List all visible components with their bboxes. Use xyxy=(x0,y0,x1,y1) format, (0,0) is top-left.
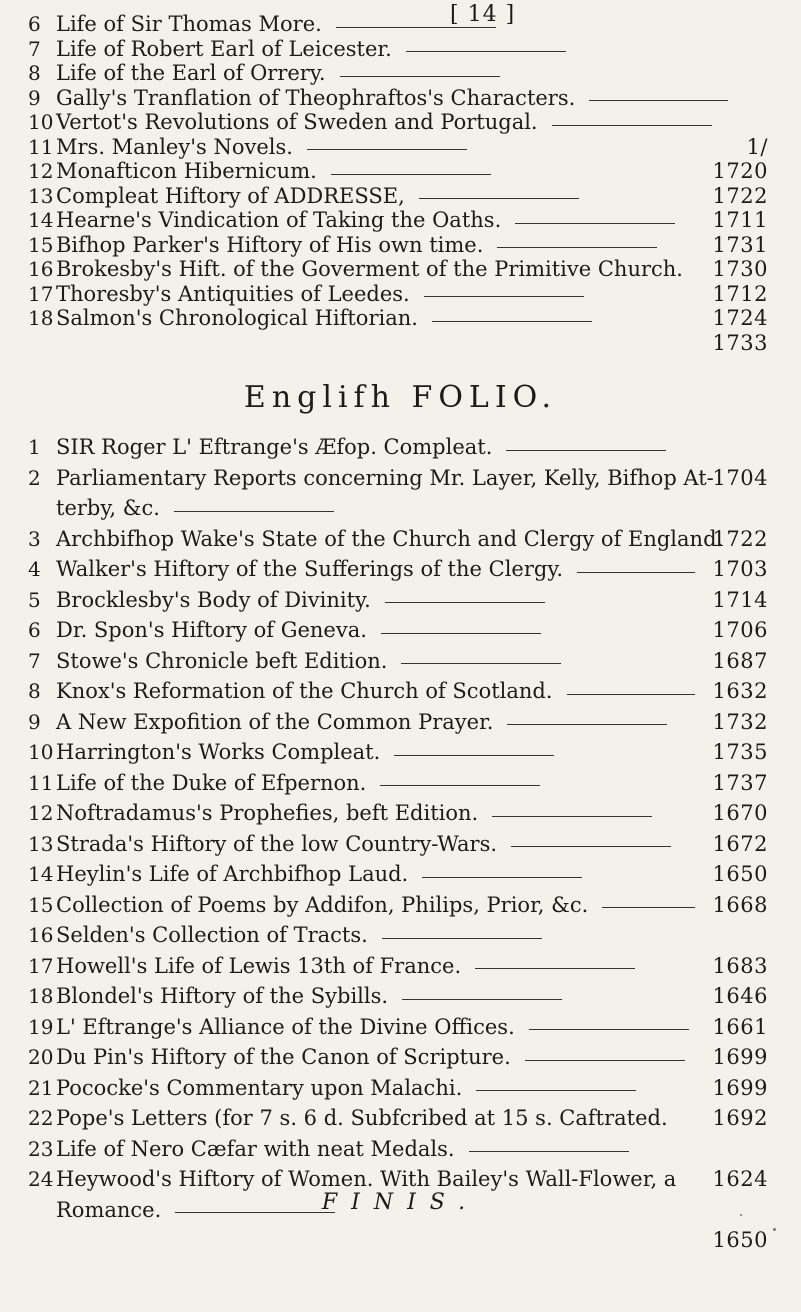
catalogue-entry xyxy=(28,890,768,921)
catalogue-entry xyxy=(28,951,768,982)
leader-rule xyxy=(394,755,554,756)
leader-rule xyxy=(515,223,675,224)
catalogue-entry xyxy=(28,306,768,331)
entry-year: 1672 xyxy=(712,831,768,856)
ink-speck xyxy=(773,1228,776,1231)
entry-title: Heylin's Life of Archbifhop Laud. xyxy=(56,862,409,886)
entry-year: 1732 xyxy=(712,709,768,734)
entry-number: 12 xyxy=(28,159,54,183)
folio-list xyxy=(28,432,768,1256)
entry-number: 12 xyxy=(28,801,54,825)
entry-number: 10 xyxy=(28,110,54,134)
entry-year: 1730 xyxy=(712,257,768,281)
entry-number: 7 xyxy=(28,648,41,673)
entry-title: Romance. xyxy=(56,1197,162,1222)
catalogue-entry xyxy=(28,110,768,135)
entry-number: 23 xyxy=(28,1136,54,1161)
catalogue-entry xyxy=(28,135,768,160)
entry-year: 1733 xyxy=(712,330,768,355)
entry-title: Strada's Hiftory of the low Country-Wars. xyxy=(56,831,498,856)
leader-rule xyxy=(525,1060,685,1061)
catalogue-entry xyxy=(28,1103,768,1134)
leader-rule xyxy=(424,296,584,297)
entry-title: Salmon's Chronological Hiftorian. xyxy=(56,306,418,330)
entry-title: L' Eftrange's Alliance of the Divine Offices. xyxy=(56,1014,515,1039)
leader-rule xyxy=(492,816,652,817)
entry-title: Thoresby's Antiquities of Leedes. xyxy=(56,281,410,306)
entry-title: Parliamentary Reports concerning Mr. Layer, Kelly, Bifhop At- xyxy=(56,465,714,490)
entry-number: 5 xyxy=(28,587,41,612)
leader-rule xyxy=(331,174,491,175)
entry-number: 3 xyxy=(28,526,41,551)
leader-rule xyxy=(307,149,467,150)
entry-title: Collection of Poems by Addifon, Philips, Prior, &c. xyxy=(56,892,589,917)
entry-number: 16 xyxy=(28,257,54,281)
entry-year: 1683 xyxy=(712,953,768,978)
entry-number: 14 xyxy=(28,208,54,232)
entry-year: 1670 xyxy=(712,801,768,825)
leader-rule xyxy=(382,938,542,939)
ink-speck xyxy=(740,1214,742,1216)
entry-title: terby, &c. xyxy=(56,496,160,520)
entry-title: Gally's Tranflation of Theophraftos's Characters. xyxy=(56,85,576,110)
entry-year: 1632 xyxy=(712,679,768,703)
catalogue-entry xyxy=(28,1012,768,1043)
catalogue-entry xyxy=(28,859,768,890)
entry-title: Noftradamus's Prophefies, beft Edition. xyxy=(56,801,479,825)
entry-year: 1703 xyxy=(712,557,768,581)
leader-rule xyxy=(469,1151,629,1152)
entry-title: Life of Sir Thomas More. xyxy=(56,12,322,36)
catalogue-entry xyxy=(28,37,768,62)
octavo-list xyxy=(28,12,768,355)
entry-number: 13 xyxy=(28,183,54,208)
entry-title: Walker's Hiftory of the Sufferings of the Clergy. xyxy=(56,557,564,581)
leader-rule xyxy=(507,724,667,725)
catalogue-entry xyxy=(28,737,768,768)
finis-footer: FINIS. xyxy=(321,1190,480,1215)
entry-number: 20 xyxy=(28,1045,54,1069)
entry-title: Knox's Reformation of the Church of Scotland. xyxy=(56,679,553,703)
entry-year: 1692 xyxy=(712,1106,768,1130)
catalogue-entry xyxy=(28,493,768,524)
catalogue-entry xyxy=(28,585,768,616)
leader-rule xyxy=(529,1029,689,1030)
catalogue-entry xyxy=(28,1042,768,1073)
entry-year: 1711 xyxy=(712,208,768,232)
catalogue-entry xyxy=(28,257,768,282)
entry-title: Howell's Life of Lewis 13th of France. xyxy=(56,953,462,978)
leader-rule xyxy=(506,450,666,451)
entry-title: Life of Nero Cæfar with neat Medals. xyxy=(56,1136,455,1161)
leader-rule xyxy=(476,1090,636,1091)
entry-number: 6 xyxy=(28,618,41,642)
entry-number: 17 xyxy=(28,281,54,306)
entry-year: 1699 xyxy=(712,1045,768,1069)
entry-title: Blondel's Hiftory of the Sybills. xyxy=(56,984,389,1008)
entry-title: Monafticon Hibernicum. xyxy=(56,159,317,183)
entry-number: 9 xyxy=(28,709,41,734)
entry-year: 1722 xyxy=(712,183,768,208)
entry-number: 19 xyxy=(28,1014,54,1039)
entry-year: 1735 xyxy=(712,740,768,764)
catalogue-entry xyxy=(28,981,768,1012)
catalogue-entry xyxy=(28,331,768,356)
entry-year: 1650 xyxy=(712,1228,768,1252)
catalogue-entry xyxy=(28,676,768,707)
entry-year: 1699 xyxy=(712,1075,768,1100)
entry-title: Hearne's Vindication of Taking the Oaths. xyxy=(56,208,502,232)
leader-rule xyxy=(406,51,566,52)
entry-title: Archbifhop Wake's State of the Church and Clergy of England. xyxy=(56,526,724,551)
catalogue-entry xyxy=(28,646,768,677)
leader-rule xyxy=(589,100,728,101)
entry-title: Mrs. Manley's Novels. xyxy=(56,134,293,159)
entry-number: 18 xyxy=(28,306,54,330)
catalogue-entry xyxy=(28,1225,768,1256)
entry-title: Life of Robert Earl of Leicester. xyxy=(56,36,392,61)
entry-year: 1731 xyxy=(712,232,768,257)
page-number: [ 14 ] xyxy=(450,2,516,27)
catalogue-entry xyxy=(28,554,768,585)
leader-rule xyxy=(577,572,695,573)
catalogue-entry xyxy=(28,233,768,258)
entry-number: 17 xyxy=(28,953,54,978)
catalogue-entry xyxy=(28,282,768,307)
leader-rule xyxy=(402,999,562,1000)
catalogue-entry xyxy=(28,184,768,209)
entry-title: Compleat Hiftory of ADDRESSE, xyxy=(56,183,405,208)
leader-rule xyxy=(602,907,695,908)
entry-title: Heywood's Hiftory of Women. With Bailey's Wall-Flower, a xyxy=(56,1167,677,1191)
leader-rule xyxy=(380,785,540,786)
catalogue-entry xyxy=(28,208,768,233)
leader-rule xyxy=(511,846,671,847)
catalogue-entry xyxy=(28,159,768,184)
entry-title: Dr. Spon's Hiftory of Geneva. xyxy=(56,618,367,642)
entry-number: 7 xyxy=(28,36,41,61)
leader-rule xyxy=(497,247,657,248)
entry-year: 1646 xyxy=(712,984,768,1008)
entry-year: 1722 xyxy=(712,526,768,551)
entry-year: 1668 xyxy=(712,892,768,917)
catalogue-entry xyxy=(28,524,768,555)
entry-number: 15 xyxy=(28,232,54,257)
entry-title: Brocklesby's Body of Divinity. xyxy=(56,587,371,612)
catalogue-entry xyxy=(28,768,768,799)
entry-year: 1687 xyxy=(712,648,768,673)
entry-title: Du Pin's Hiftory of the Canon of Scripture. xyxy=(56,1045,511,1069)
entry-number: 16 xyxy=(28,923,54,947)
leader-rule xyxy=(552,125,712,126)
entry-title: Bifhop Parker's Hiftory of His own time. xyxy=(56,232,484,257)
entry-year: 1737 xyxy=(712,770,768,795)
entry-title: Life of the Duke of Efpernon. xyxy=(56,770,367,795)
entry-year: 1712 xyxy=(712,281,768,306)
leader-rule xyxy=(432,321,592,322)
entry-year: 1704 xyxy=(712,465,768,490)
entry-title: SIR Roger L' Eftrange's Æfop. Compleat. xyxy=(56,435,493,459)
entry-year: 1724 xyxy=(712,306,768,330)
catalogue-entry xyxy=(28,920,768,951)
entry-number: 2 xyxy=(28,465,41,490)
leader-rule xyxy=(174,511,334,512)
entry-number: 6 xyxy=(28,12,41,36)
catalogue-entry xyxy=(28,12,768,37)
entry-number: 8 xyxy=(28,679,41,703)
entry-number: 1 xyxy=(28,435,41,459)
entry-number: 11 xyxy=(28,134,54,159)
catalogue-entry xyxy=(28,1073,768,1104)
catalogue-entry xyxy=(28,1134,768,1165)
catalogue-entry xyxy=(28,615,768,646)
entry-number: 8 xyxy=(28,61,41,85)
entry-number: 10 xyxy=(28,740,54,764)
entry-number: 14 xyxy=(28,862,54,886)
entry-year: 1661 xyxy=(712,1014,768,1039)
catalogue-entry xyxy=(28,61,768,86)
entry-number: 9 xyxy=(28,85,41,110)
entry-year: 1706 xyxy=(712,618,768,642)
section-heading-english-folio: Englifh FOLIO. xyxy=(243,380,558,415)
leader-rule xyxy=(385,602,545,603)
entry-number: 4 xyxy=(28,557,41,581)
entry-title: Selden's Collection of Tracts. xyxy=(56,923,368,947)
leader-rule xyxy=(381,633,541,634)
entry-number: 18 xyxy=(28,984,54,1008)
entry-title: Harrington's Works Compleat. xyxy=(56,740,381,764)
leader-rule xyxy=(340,76,500,77)
catalogue-entry xyxy=(28,829,768,860)
entry-title: Stowe's Chronicle beft Edition. xyxy=(56,648,388,673)
entry-number: 22 xyxy=(28,1106,54,1130)
entry-title: Brokesby's Hift. of the Goverment of the Primitive Church. xyxy=(56,257,683,281)
catalogue-entry xyxy=(28,86,768,111)
entry-year: 1714 xyxy=(712,587,768,612)
catalogue-entry xyxy=(28,463,768,494)
leader-rule xyxy=(422,877,582,878)
entry-title: Life of the Earl of Orrery. xyxy=(56,61,326,85)
entry-title: Pope's Letters (for 7 s. 6 d. Subfcribed at 15 s. Caftrated. xyxy=(56,1106,668,1130)
entry-title: A New Expofition of the Common Prayer. xyxy=(56,709,494,734)
entry-year: 1/ xyxy=(746,134,768,159)
leader-rule xyxy=(336,27,496,28)
entry-number: 21 xyxy=(28,1075,54,1100)
leader-rule xyxy=(567,694,695,695)
leader-rule xyxy=(419,198,579,199)
entry-number: 11 xyxy=(28,770,54,795)
entry-number: 15 xyxy=(28,892,54,917)
leader-rule xyxy=(401,663,561,664)
entry-year: 1624 xyxy=(712,1167,768,1191)
catalogue-entry xyxy=(28,798,768,829)
catalogue-entry xyxy=(28,707,768,738)
entry-number: 13 xyxy=(28,831,54,856)
entry-year: 1650 xyxy=(712,862,768,886)
entry-number: 24 xyxy=(28,1167,54,1191)
entry-title: Pococke's Commentary upon Malachi. xyxy=(56,1075,463,1100)
entry-year: 1720 xyxy=(712,159,768,183)
catalogue-entry xyxy=(28,432,768,463)
leader-rule xyxy=(475,968,635,969)
entry-title: Vertot's Revolutions of Sweden and Portugal. xyxy=(56,110,538,134)
